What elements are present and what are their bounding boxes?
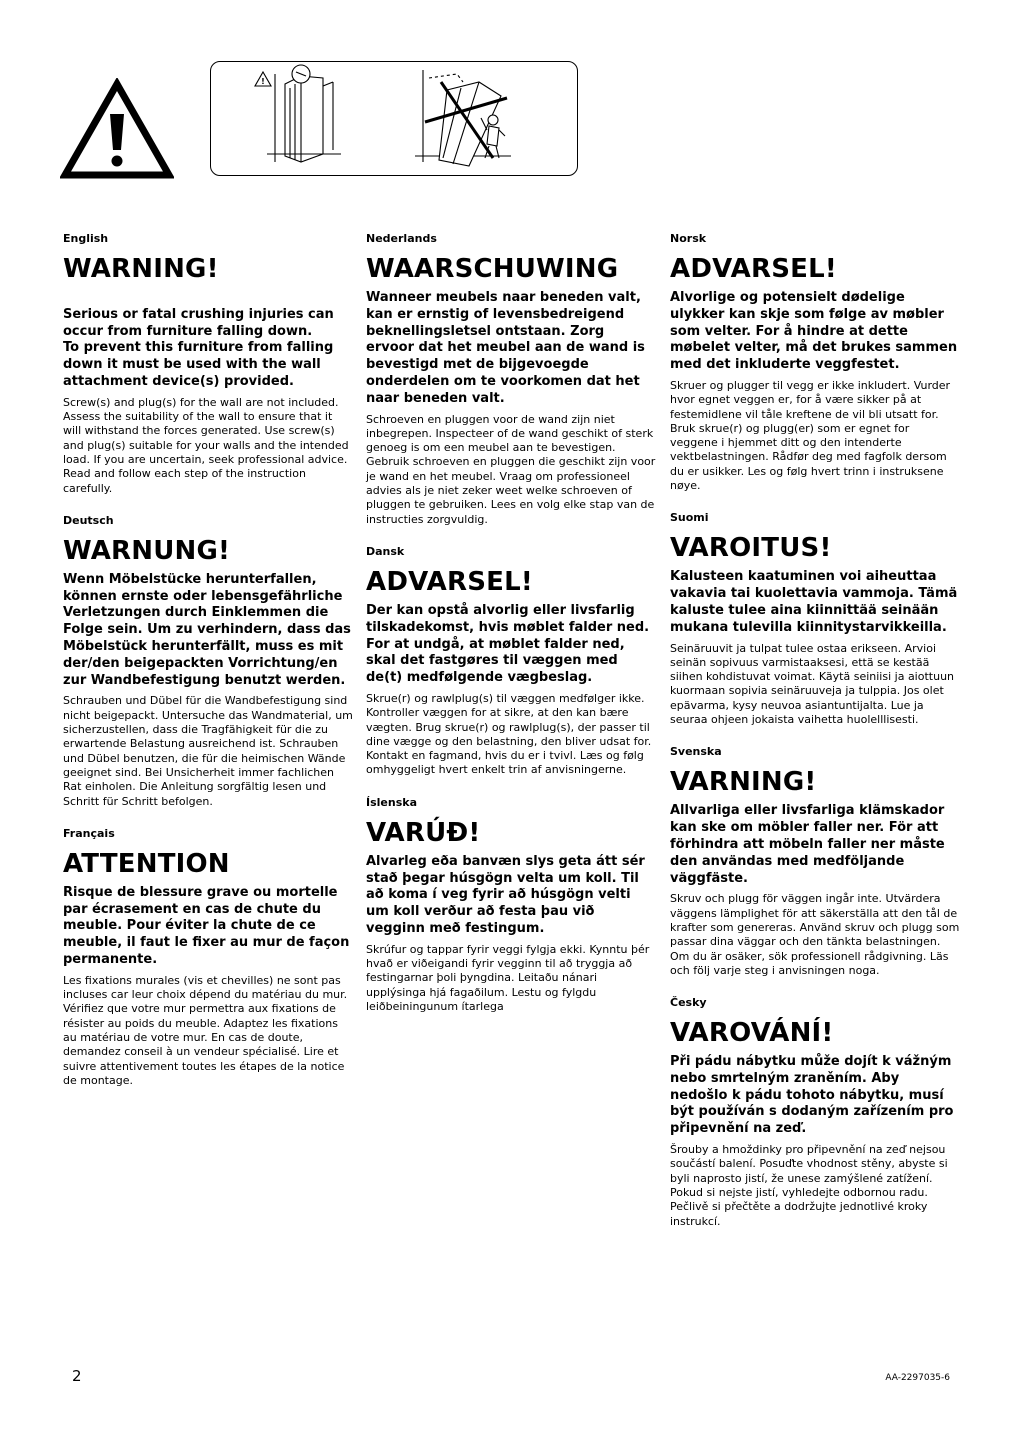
warning-heading: ADVARSEL! (670, 254, 837, 284)
warning-body: Skruer og plugger til vegg er ikke inkludert. Vurder hvor egnet veggen er, for å være sikker på at festemidlene vil tåle kreftene de vil bli utsatt for. Bruk skrue(r) og plugg(er) som er egnet for veggene i hjemmet ditt og den intenderte vektbelastningen. Rådfør deg med fagfolk dersom du er usikker. Les og følg hvert trinn i instruksene nøye. (670, 378, 951, 493)
warning-body: Seinäruuvit ja tulpat tulee ostaa erikseen. Arvioi seinän sopivuus varmistaaksesi, että se kestää siihen kohdistuvat voimat. Käytä seiniisi ja aiottuun kuormaan sopivia seinäruuveja ja tulppia. Jos olet epävarma, kysy neuvoa asiantuntijalta. Lue ja seuraa ohjeen jokaista vaihetta huolelllisesti. (670, 641, 955, 727)
warning-triangle-icon (60, 78, 174, 180)
language-label: Nederlands (366, 232, 437, 245)
column-1 (63, 231, 353, 1105)
section-english (63, 231, 353, 496)
section-svenska (670, 744, 960, 978)
warning-lead: Alvorlige og potensielt dødelige ulykker kan skje som følge av møbler som velter. For å hindre at dette møbelet velter, må det brukes sammen med det inkluderte veggfestet. (670, 290, 958, 373)
section-francais (63, 826, 353, 1088)
warning-body: Skrúfur og tappar fyrir veggi fylgja ekki. Kynntu þér hvað er viðeigandi fyrir vegginn til að tryggja að festingarnar þoli þyngdina. Leitaðu nánari upplýsinga hjá fagaðilum. Lestu og fylgdu leiðbeiningunum ítarlega (366, 942, 650, 1013)
warning-heading: VAROVÁNÍ! (670, 1018, 834, 1049)
furniture-with-wall-attachment (255, 65, 341, 162)
language-label: Norsk (670, 232, 707, 245)
warning-body: Schroeven en pluggen voor de wand zijn niet inbegrepen. Inspecteer of de wand geschikt of sterk genoeg is om een meubel aan te bevestigen. Gebruik schroeven en pluggen die geschikt zijn voor je wand en het meubel. Vraag om professioneel advies als je niet zeker weet welke schroeven of pluggen te gebruiken. Lees en volg elke stap van de instructies zorgvuldig. (366, 412, 656, 526)
warning-body: Skruv och plugg för väggen ingår inte. Utvärdera väggens lämplighet för att säkerställa att den tål de krafter som genereras. Använd skruv och plugg som passar dina väggar och den tänkta belastningen. Om du är osäker, sök professionell rådgivning. Läs och följ varje steg i anvisningen noga. (670, 892, 960, 977)
section-nederlands (366, 231, 656, 527)
warning-lead: Allvarliga eller livsfarliga klämskador kan ske om möbler faller ner. För att förhindra att möbeln faller ner måste den användas med medföljande väggfäste. (670, 803, 945, 886)
language-label: Česky (670, 996, 707, 1010)
warning-lead: Alvarleg eða banvæn slys geta átt sér stað þegar húsgögn velta um koll. Til að koma í veg fyrir að húsgögn velti um koll verður að festa þau við vegginn með festingum. (366, 853, 645, 936)
language-label: English (63, 232, 109, 245)
warning-lead: Při pádu nábytku může dojít k vážným nebo smrtelným zraněním. Aby nedošlo k pádu tohoto nábytku, musí být používán s dodaným zařízením pro připevnění na zeď. (670, 1054, 954, 1137)
svg-text:!: ! (261, 77, 265, 86)
warning-heading: ATTENTION (63, 848, 230, 879)
warning-heading: WARNING! (63, 254, 219, 284)
warning-mark (255, 72, 271, 86)
warning-lead: Serious or fatal crushing injuries can occur from furniture falling down. To prevent this furniture from falling down it must be used with the wall attachment device(s) provided. (63, 306, 334, 389)
warning-body: Screw(s) and plug(s) for the wall are not included. Assess the suitability of the wall to ensure that it will withstand the forces generated. Use screw(s) and plug(s) suitable for your walls and the intended load. If you are uncertain, seek professional advice. Read and follow each step of the instruction carefully. (63, 395, 349, 495)
language-label: Suomi (670, 511, 709, 525)
document-code: AA-2297035-6 (885, 1373, 950, 1383)
warning-body: Skrue(r) og rawlplug(s) til væggen medfølger ikke. Kontroller væggen for at sikre, at den kan bære vægten. Brug skrue(r) og rawlplug(s), der passer til dine vægge og den belastning, den bliver udsat for. Kontakt en fagmand, hvis du er i tvivl. Læs og følg omhyggeligt hvert enkelt trin af anvisningerne. (366, 691, 652, 777)
page-number: 2 (72, 1367, 82, 1385)
warning-body: Šrouby a hmoždinky pro připevnění na zeď nejsou součástí balení. Posuďte vhodnost stěny, abyste si byli naprosto jistí, že unese zamýšlené zatížení. Pokud si nejste jistí, vyhledejte odbornou radu. Pečlivě si přečtěte a dodržujte jednotlivé kroky instrukcí. (670, 1143, 948, 1228)
warning-body: Schrauben und Dübel für die Wandbefestigung sind nicht beigepackt. Untersuche das Wandmaterial, um sicherzustellen, dass die Tragfähigkeit für die zu erwartende Belastung ausreichend ist. Schrauben und Dübel benutzen, die für die heimischen Wände geeignet sind. Bei Unsicherheit immer fachlichen Rat einholen. Die Anleitung sorgfältig lesen und Schritt für Schritt befolgen. (63, 694, 353, 808)
warning-lead: Wanneer meubels naar beneden valt, kan er ernstig of levensbedreigend beknellingsletsel ontstaan. Zorg ervoor dat het meubel aan de wand is bevestigd met de bijgevoegde onderdelen om te voorkomen dat het naar beneden valt. (366, 290, 645, 406)
warning-body: Les fixations murales (vis et chevilles) ne sont pas incluses car leur choix dépend du matériau du mur. Vérifiez que votre mur permettra aux fixations de résister au poids du meuble. Adaptez les fixations au matériau de votre mur. En cas de doute, demandez conseil à un vendeur spécialisé. Lire et suivre attentivement toutes les étapes de la notice de montage. (63, 973, 348, 1087)
warning-heading: VAROITUS! (670, 533, 832, 564)
warning-heading: WARNUNG! (63, 535, 231, 566)
section-cesky (670, 995, 960, 1229)
section-dansk (366, 544, 656, 778)
column-3 (670, 231, 960, 1246)
warning-lead: Wenn Möbelstücke herunterfallen, können ernste oder lebensgefährliche Verletzungen durch Einklemmen die Folge sein. Um zu verhindern, dass das Möbelstück herunterfällt, muss es mit der/den beigepackten Vorrichtung/en zur Wandbefestigung benutzt werden. (63, 571, 351, 688)
section-islenska (366, 795, 656, 1014)
section-deutsch (63, 513, 353, 809)
section-norsk (670, 231, 960, 493)
language-label: Deutsch (63, 513, 114, 527)
language-label: Dansk (366, 544, 405, 558)
section-suomi (670, 510, 960, 727)
warning-heading: WAARSCHUWING (366, 254, 619, 284)
warning-lead: Risque de blessure grave ou mortelle par écrasement en cas de chute du meuble. Pour éviter la chute de ce meuble, il faut le fixer au mur de façon permanente. (63, 884, 350, 967)
warning-lead: Kalusteen kaatuminen voi aiheuttaa vakavia tai kuolettavia vammoja. Tämä kaluste tulee aina kiinnittää seinään mukana tulevilla kiinnitystarvikkeilla. (670, 569, 958, 635)
language-label: Svenska (670, 745, 722, 759)
warning-heading: VARÚÐ! (366, 817, 481, 848)
warning-lead: Der kan opstå alvorlig eller livsfarlig tilskadekomst, hvis møblet falder ned. For at undgå, at møblet falder ned, skal det fastgøres til væggen med de(t) medfølgende vægbeslag. (366, 602, 650, 686)
language-label: Íslenska (366, 795, 417, 809)
warning-heading: VARNING! (670, 767, 817, 798)
furniture-tipping-over-crossed-out (415, 70, 511, 166)
column-2 (366, 231, 656, 1031)
tip-over-illustration (210, 61, 578, 176)
language-label: Français (63, 826, 115, 840)
warning-heading: ADVARSEL! (366, 566, 533, 597)
